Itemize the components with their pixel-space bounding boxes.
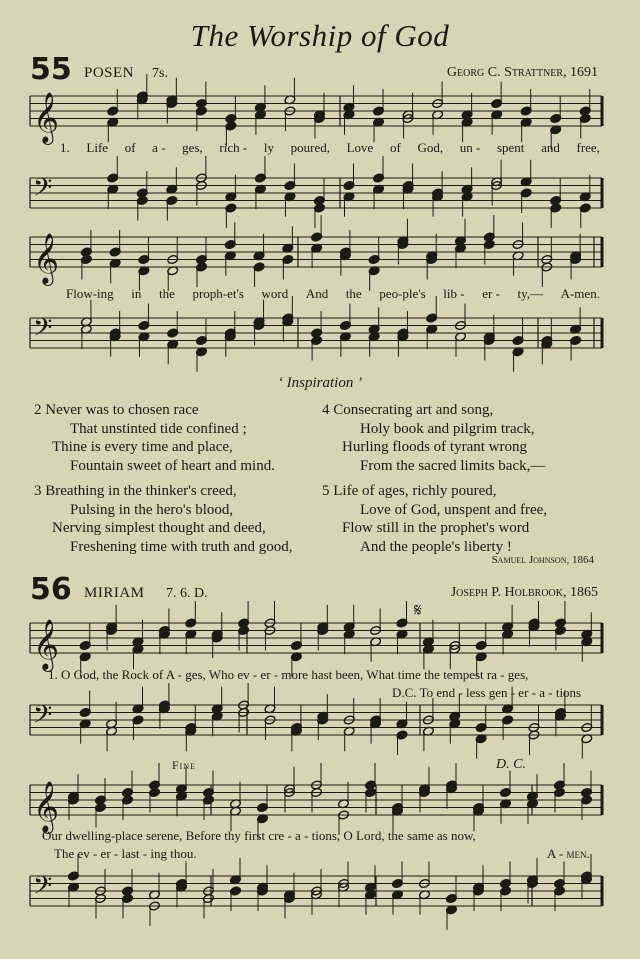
treble-clef-icon: 𝄞 bbox=[33, 619, 60, 670]
bass-clef-icon: 𝄢 bbox=[33, 173, 53, 209]
lyric-syllable: un - bbox=[459, 140, 481, 155]
lyric-syllable: of bbox=[389, 140, 401, 155]
verse-line: Fountain sweet of heart and mind. bbox=[70, 457, 275, 474]
lyric-syllable: rich - bbox=[219, 140, 248, 155]
lyric-line-1-dc: D.C. To end - less gen - er - a - tions bbox=[392, 685, 582, 700]
lyric-syllable: er - bbox=[482, 286, 500, 301]
lyric-syllable: and bbox=[541, 140, 560, 155]
hymn-subtitle: ‘ Inspiration ’ bbox=[277, 375, 363, 391]
page-title: The Worship of God bbox=[190, 18, 450, 53]
lyric-syllable: in bbox=[131, 286, 142, 301]
lyric-syllable: word bbox=[261, 286, 289, 301]
lyric-syllable: 1. bbox=[60, 140, 70, 155]
lyric-syllable: a - bbox=[152, 140, 166, 155]
lyric-syllable: peo-ple's bbox=[379, 286, 426, 301]
verse-line: Love of God, unspent and free, bbox=[360, 501, 548, 518]
verse-line: Pulsing in the hero's blood, bbox=[70, 501, 234, 518]
lyric-syllable: the bbox=[158, 286, 175, 301]
lyric-syllable: Love bbox=[346, 140, 374, 155]
tune-name: POSEN bbox=[84, 65, 135, 81]
bass-clef-icon: 𝄢 bbox=[33, 700, 53, 736]
lyric-syllable: Life bbox=[86, 140, 109, 155]
lyric-syllable: Flow-ing bbox=[66, 286, 114, 301]
hymn-number: 55 bbox=[30, 52, 72, 87]
lyric-syllable: ges, bbox=[182, 140, 203, 155]
verse-line: From the sacred limits back,— bbox=[360, 457, 546, 474]
segno-sign: 𝄋 bbox=[414, 600, 422, 620]
verse-line: Thine is every time and place, bbox=[52, 439, 233, 455]
lyric-syllable: the bbox=[345, 286, 362, 301]
verse-2 bbox=[34, 401, 275, 475]
bass-clef-icon: 𝄢 bbox=[33, 871, 53, 907]
verse-5 bbox=[322, 482, 547, 556]
lyric-syllable: free, bbox=[576, 140, 600, 155]
lyric-line-1 bbox=[60, 140, 600, 156]
composer: Georg C. Strattner, 1691 bbox=[446, 65, 598, 80]
verse-line: That unstinted tide confined ; bbox=[70, 420, 247, 437]
verse-line: And the people's liberty ! bbox=[360, 538, 512, 555]
verse-4 bbox=[322, 401, 545, 475]
verse-line: Flow still in the prophet's word bbox=[342, 520, 530, 536]
lyric-syllable: A-men. bbox=[560, 286, 600, 301]
lyric-syllable: spent bbox=[496, 140, 525, 155]
hymn-number: 56 bbox=[30, 572, 72, 607]
meter: 7. 6. D. bbox=[166, 586, 208, 601]
verse-line: 5 Life of ages, richly poured, bbox=[322, 483, 497, 499]
lyric-syllable: poured, bbox=[290, 140, 330, 155]
hymn-author: Samuel Johnson, 1864 bbox=[491, 554, 594, 566]
verse-line: Holy book and pilgrim track, bbox=[360, 420, 535, 437]
lyric-syllable: ty,— bbox=[517, 286, 543, 301]
bass-clef-icon: 𝄢 bbox=[33, 313, 53, 349]
verse-line: 2 Never was to chosen race bbox=[34, 402, 199, 418]
verse-line: Nerving simplest thought and deed, bbox=[52, 520, 266, 536]
lyric-syllable: of bbox=[124, 140, 136, 155]
lyric-line-2b: The ev - er - last - ing thou. bbox=[54, 846, 197, 861]
lyric-syllable: And bbox=[305, 286, 329, 301]
lyric-syllable: lib - bbox=[443, 286, 465, 301]
amen-label: A - men. bbox=[547, 846, 590, 861]
fine-marker: Fine bbox=[172, 758, 197, 772]
tune-name: MIRIAM bbox=[84, 585, 145, 601]
composer: Joseph P. Holbrook, 1865 bbox=[450, 585, 598, 600]
lyric-syllable: ly bbox=[263, 140, 274, 155]
meter: 7s. bbox=[152, 66, 168, 81]
lyric-line-1: 1. O God, the Rock of A - ges, Who ev - er - more hast been, What time the tempest ra - ges, bbox=[48, 667, 529, 682]
lyric-line-2: Our dwelling-place serene, Before thy first cre - a - tions, O Lord, the same as now, bbox=[42, 828, 476, 843]
lyric-syllable: God, bbox=[417, 140, 444, 155]
treble-clef-icon: 𝄞 bbox=[33, 233, 60, 284]
lyric-syllable: proph-et's bbox=[192, 286, 244, 301]
verse-line: 4 Consecrating art and song, bbox=[322, 402, 494, 418]
verse-line: 3 Breathing in the thinker's creed, bbox=[34, 483, 237, 499]
verse-line: Freshening time with truth and good, bbox=[70, 538, 293, 555]
verse-line: Hurling floods of tyrant wrong bbox=[342, 439, 527, 455]
verse-3 bbox=[34, 482, 292, 556]
treble-clef-icon: 𝄞 bbox=[33, 92, 60, 143]
lyric-line-2 bbox=[66, 286, 600, 302]
dc-marker: D. C. bbox=[496, 757, 526, 772]
treble-clef-icon: 𝄞 bbox=[33, 781, 60, 832]
